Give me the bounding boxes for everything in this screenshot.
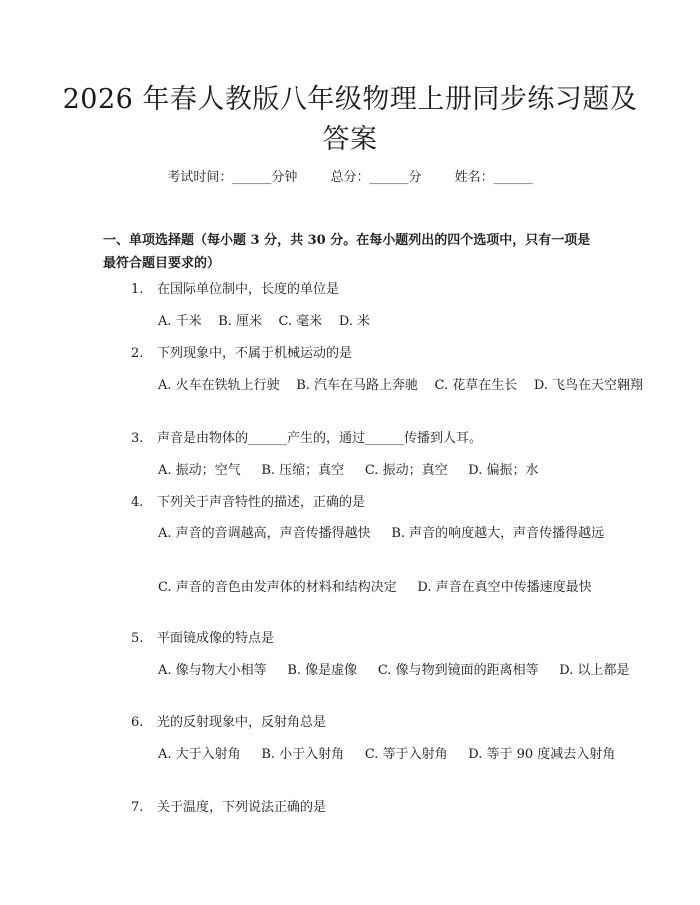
question-stem: 7. 关于温度，下列说法正确的是 — [131, 800, 327, 815]
student-name-field: 姓名：______ — [454, 170, 533, 185]
question-options: A. 千米 B. 厘米 C. 毫米 D. 米 — [158, 314, 371, 329]
section-heading: 一、单项选择题（每小题 3 分，共 30 分。在每小题列出的四个选项中，只有一项是最符合题目要求的） — [103, 233, 591, 271]
question-stem: 1. 在国际单位制中，长度的单位是 — [131, 282, 340, 297]
exam-info-line — [0, 169, 700, 187]
question-options: A. 像与物大小相等 B. 像是虚像 C. 像与物到镜面的距离相等 D. 以上都是 — [158, 663, 630, 678]
question-options: A. 声音的音调越高，声音传播得越快 B. 声音的响度越大，声音传播得越远 — [158, 526, 605, 541]
page-title: 2026 年春人教版八年级物理上册同步练习题及答案 — [62, 84, 638, 155]
question-stem: 6. 光的反射现象中，反射角总是 — [131, 715, 327, 730]
question-stem: 4. 下列关于声音特性的描述，正确的是 — [131, 495, 366, 510]
question-options: C. 声音的音色由发声体的材料和结构决定 D. 声音在真空中传播速度最快 — [158, 580, 592, 595]
total-score-field: 总分：______分 — [330, 170, 422, 185]
question-options: A. 火车在铁轨上行驶 B. 汽车在马路上奔驰 C. 花草在生长 D. 飞鸟在天空翱翔 — [158, 378, 644, 393]
question-options: A. 振动；空气 B. 压缩；真空 C. 振动；真空 D. 偏振；水 — [158, 463, 539, 478]
question-stem: 3. 声音是由物体的______产生的，通过______传播到人耳。 — [131, 431, 483, 446]
exam-time-field: 考试时间：______分钟 — [167, 170, 298, 185]
question-options: A. 大于入射角 B. 小于入射角 C. 等于入射角 D. 等于 90 度减去入射角 — [158, 747, 616, 762]
question-stem: 2. 下列现象中，不属于机械运动的是 — [131, 346, 353, 361]
question-stem: 5. 平面镜成像的特点是 — [131, 631, 275, 646]
